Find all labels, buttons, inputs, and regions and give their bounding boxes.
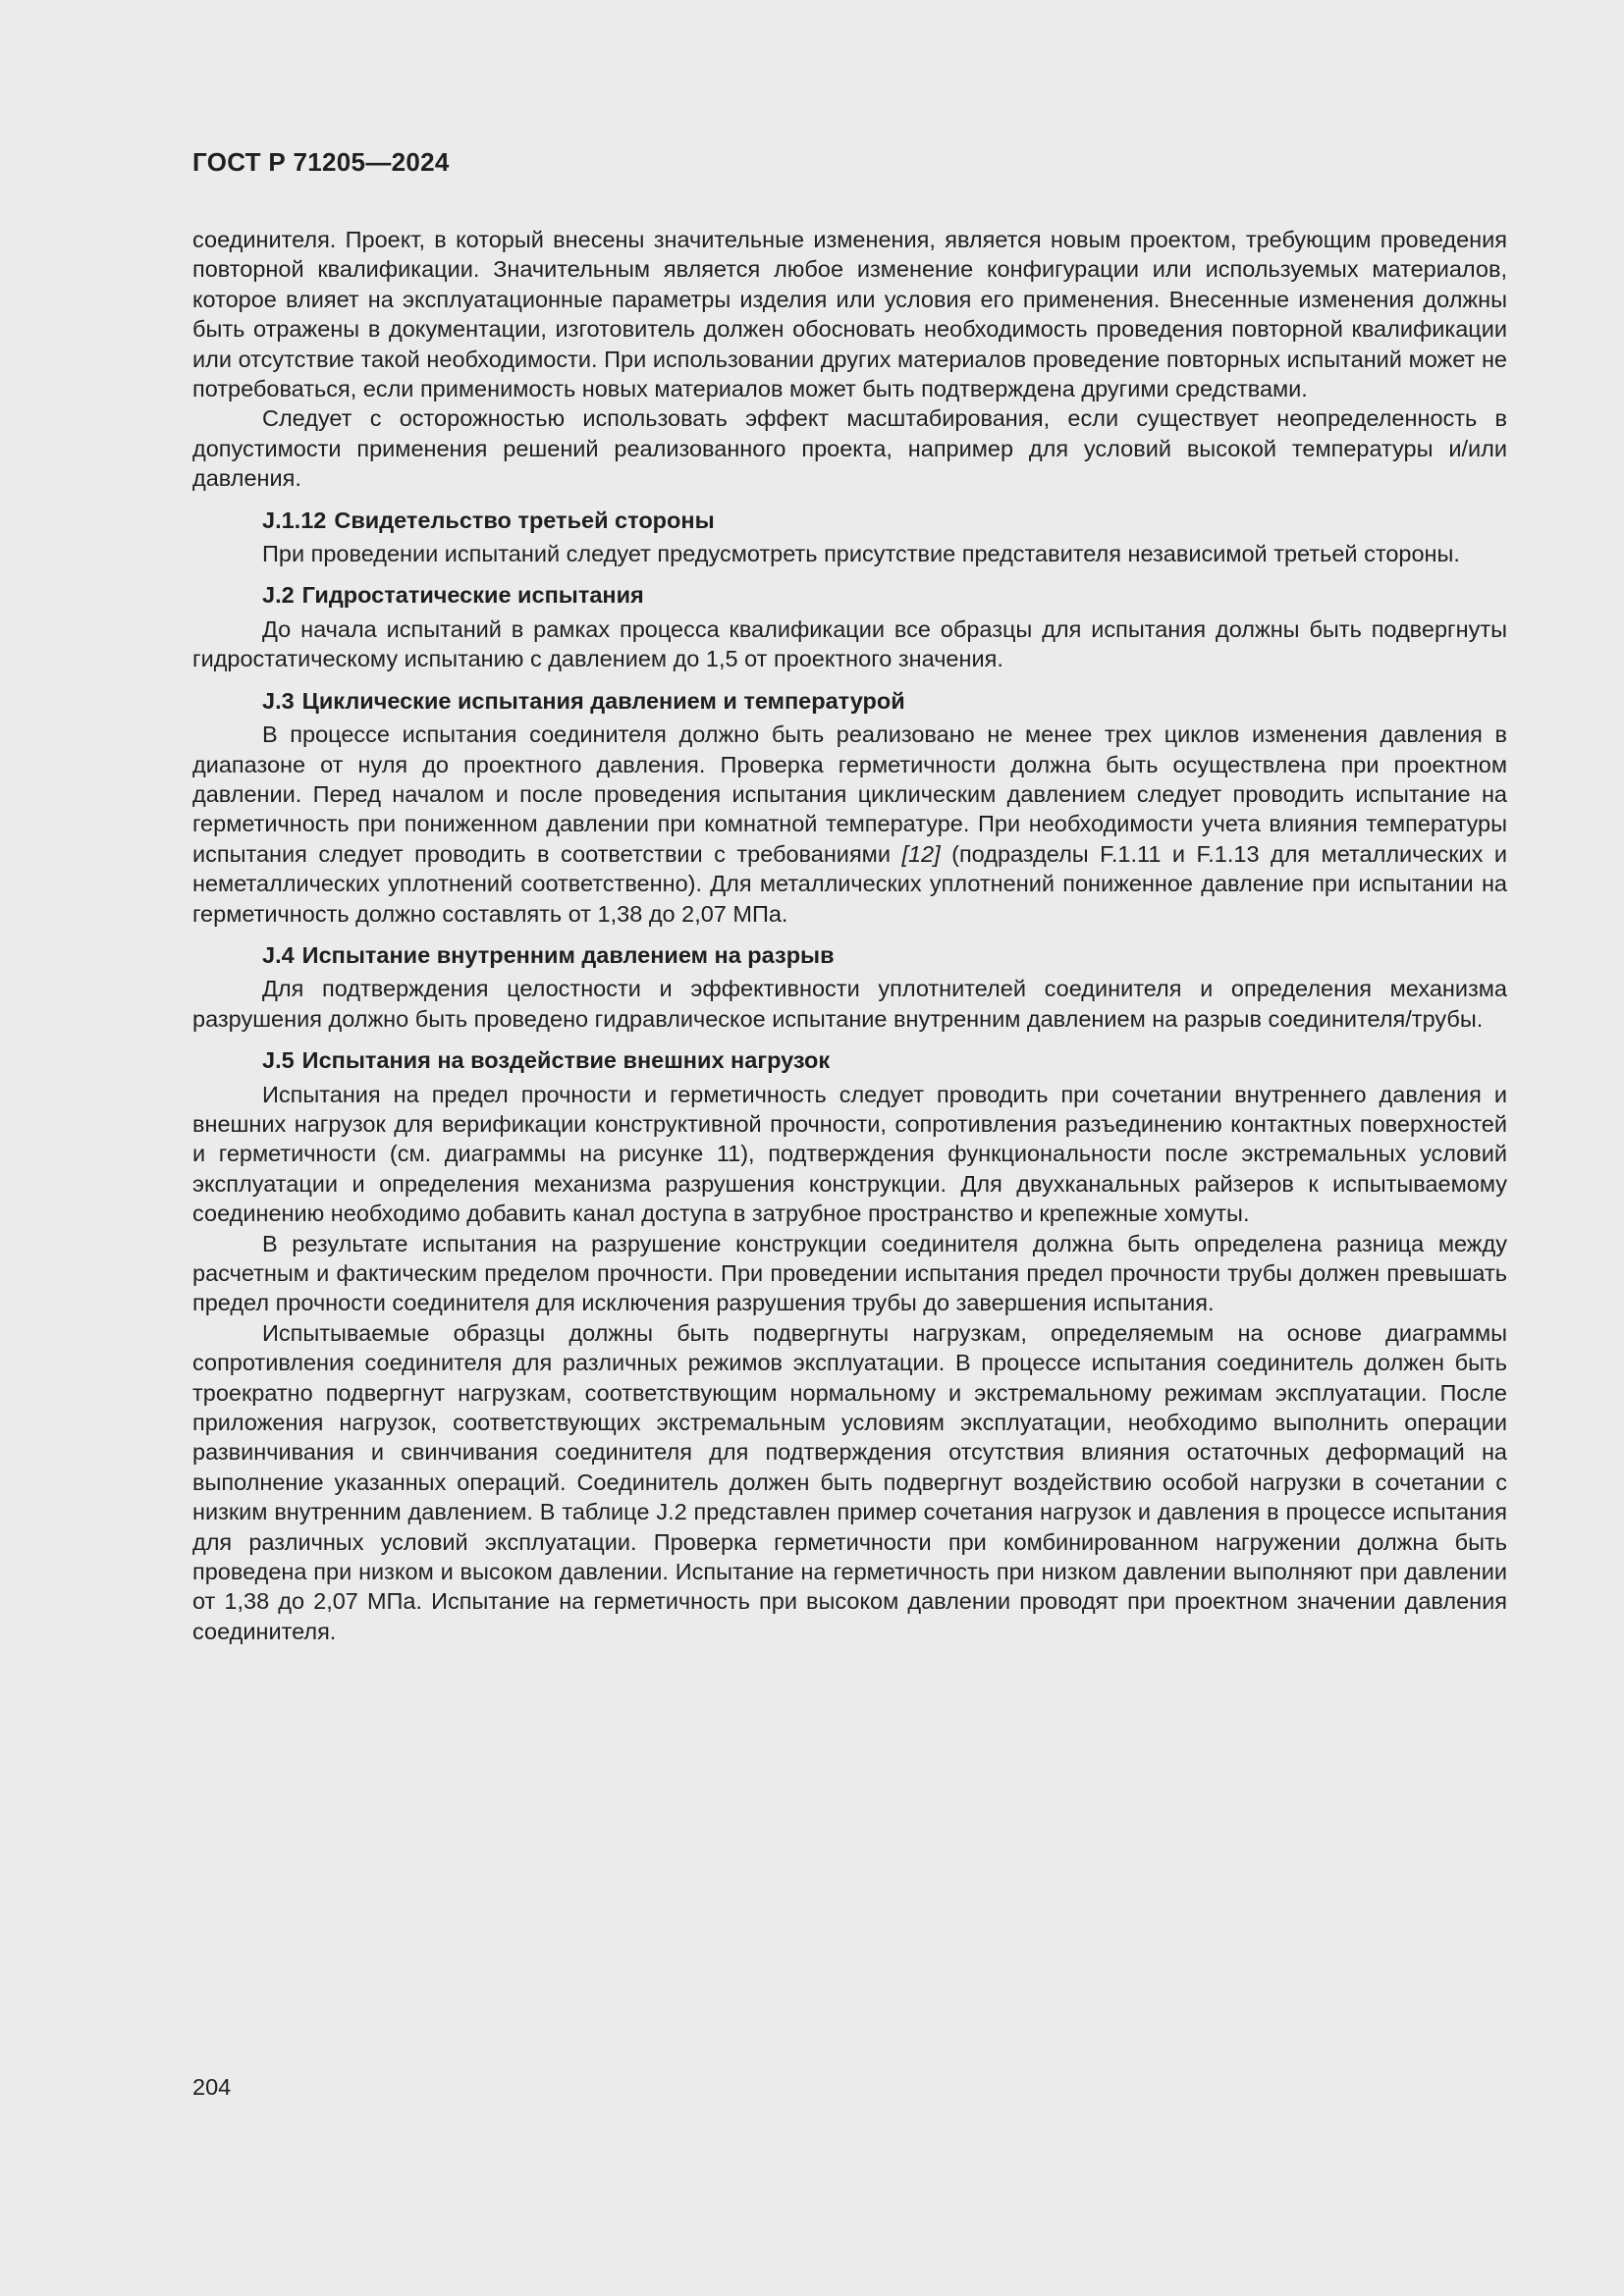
section-number: J.3	[262, 687, 295, 714]
paragraph-text: соединителя. Проект, в который внесены значительные изменения, является новым проектом, требующим проведения повторной квалификации. Значительным является любое изменение конфигурации или используемых материалов, которое влияет на эксплуатационные параметры изделия или условия его применения. Внесенные изменения должны быть отражены в документации, изготовитель должен обосновать необходимость проведения повторной квалификации или отсутствие такой необходимости. При использовании других материалов проведение повторных испытаний может не потребоваться, если применимость новых материалов может быть подтверждена другими средствами.	[192, 227, 1507, 402]
paragraph-text: При проведении испытаний следует предусмотреть присутствие представителя независимой третьей стороны.	[262, 541, 1460, 567]
section-heading	[192, 1045, 1507, 1075]
section-heading	[192, 506, 1507, 535]
document-code-header: ГОСТ Р 71205—2024	[192, 147, 450, 177]
paragraph-text: Для подтверждения целостности и эффективности уплотнителей соединителя и определения механизма разрушения должно быть проведено гидравлическое испытание внутренним давлением на разрыв соединителя/трубы.	[192, 976, 1507, 1032]
document-body	[192, 225, 1507, 1646]
paragraph-text-continued: (подразделы F.1.11 и F.1.13 для металлических и неметаллических уплотнений соответственно). Для металлических уплотнений пониженное давление при испытании на герметичность должно составлять от 1,38 до 2,07 МПа.	[192, 840, 1507, 927]
paragraph-text: Испытываемые образцы должны быть подвергнуты нагрузкам, определяемым на основе диаграммы сопротивления соединителя для различных режимов эксплуатации. В процессе испытания соединитель должен быть троекратно подвергнут нагрузкам, соответствующим нормальному и экстремальному режимам эксплуатации. После приложения нагрузок, соответствующих экстремальным условиям эксплуатации, необходимо выполнить операции развинчивания и свинчивания соединителя для подтверждения отсутствия влияния остаточных деформаций на выполнение указанных операций. Соединитель должен быть подвергнут воздействию особой нагрузки в сочетании с низким внутренним давлением. В таблице J.2 представлен пример сочетания нагрузок и давления в процессе испытания для различных условий эксплуатации. Проверка герметичности при комбинированном нагружении должна быть проведена при низком и высоком давлении. Испытание на герметичность при низком давлении выполняют при давлении от 1,38 до 2,07 МПа. Испытание на герметичность при высоком давлении проводят при проектном значении давления соединителя.	[192, 1319, 1507, 1644]
section-title: Испытания на воздействие внешних нагрузок	[301, 1047, 831, 1074]
paragraph-text: В результате испытания на разрушение конструкции соединителя должна быть определена разница между расчетным и фактическим пределом прочности. При проведении испытания предел прочности трубы должен превышать предел прочности соединителя для исключения разрушения трубы до завершения испытания.	[192, 1230, 1507, 1316]
body-paragraph	[192, 1318, 1507, 1646]
section-heading	[192, 940, 1507, 970]
body-paragraph	[192, 720, 1507, 929]
body-paragraph	[192, 225, 1507, 403]
section-number: J.1.12	[262, 507, 327, 533]
body-paragraph	[192, 1080, 1507, 1229]
paragraph-text: До начала испытаний в рамках процесса квалификации все образцы для испытания должны быть подвергнуты гидростатическому испытанию с давлением до 1,5 от проектного значения.	[192, 615, 1507, 672]
paragraph-text: Следует с осторожностью использовать эффект масштабирования, если существует неопределенность в допустимости применения решений реализованного проекта, например для условий высокой температуры и/или давления.	[192, 405, 1507, 492]
page-number: 204	[192, 2074, 232, 2100]
body-paragraph	[192, 1229, 1507, 1318]
body-paragraph	[192, 614, 1507, 674]
section-number: J.2	[262, 582, 295, 609]
section-title: Гидростатические испытания	[301, 582, 644, 609]
section-heading	[192, 580, 1507, 610]
body-paragraph	[192, 974, 1507, 1034]
paragraph-text: В процессе испытания соединителя должно быть реализовано не менее трех циклов изменения давления в диапазоне от нуля до проектного давления. Проверка герметичности должна быть осуществлена при проектном давлении. Перед началом и после проведения испытания циклическим давлением следует проводить испытание на герметичность при пониженном давлении при комнатной температуре. При необходимости учета влияния температуры испытания следует проводить в соответствии с требованиями	[192, 721, 1507, 867]
section-number: J.5	[262, 1047, 295, 1074]
body-paragraph	[192, 539, 1507, 568]
section-title: Циклические испытания давлением и температурой	[301, 687, 905, 714]
section-heading	[192, 686, 1507, 716]
body-paragraph	[192, 403, 1507, 493]
section-title: Свидетельство третьей стороны	[334, 507, 715, 533]
bibliography-reference: [12]	[901, 840, 941, 867]
section-number: J.4	[262, 941, 295, 968]
section-title: Испытание внутренним давлением на разрыв	[301, 941, 835, 968]
paragraph-text: Испытания на предел прочности и герметичность следует проводить при сочетании внутреннего давления и внешних нагрузок для верификации конструктивной прочности, сопротивления разъединению контактных поверхностей и герметичности (см. диаграммы на рисунке 11), подтверждения функциональности после экстремальных условий эксплуатации и определения механизма разрушения конструкции. Для двухканальных райзеров к испытываемому соединению необходимо добавить канал доступа в затрубное пространство и крепежные хомуты.	[192, 1081, 1507, 1227]
